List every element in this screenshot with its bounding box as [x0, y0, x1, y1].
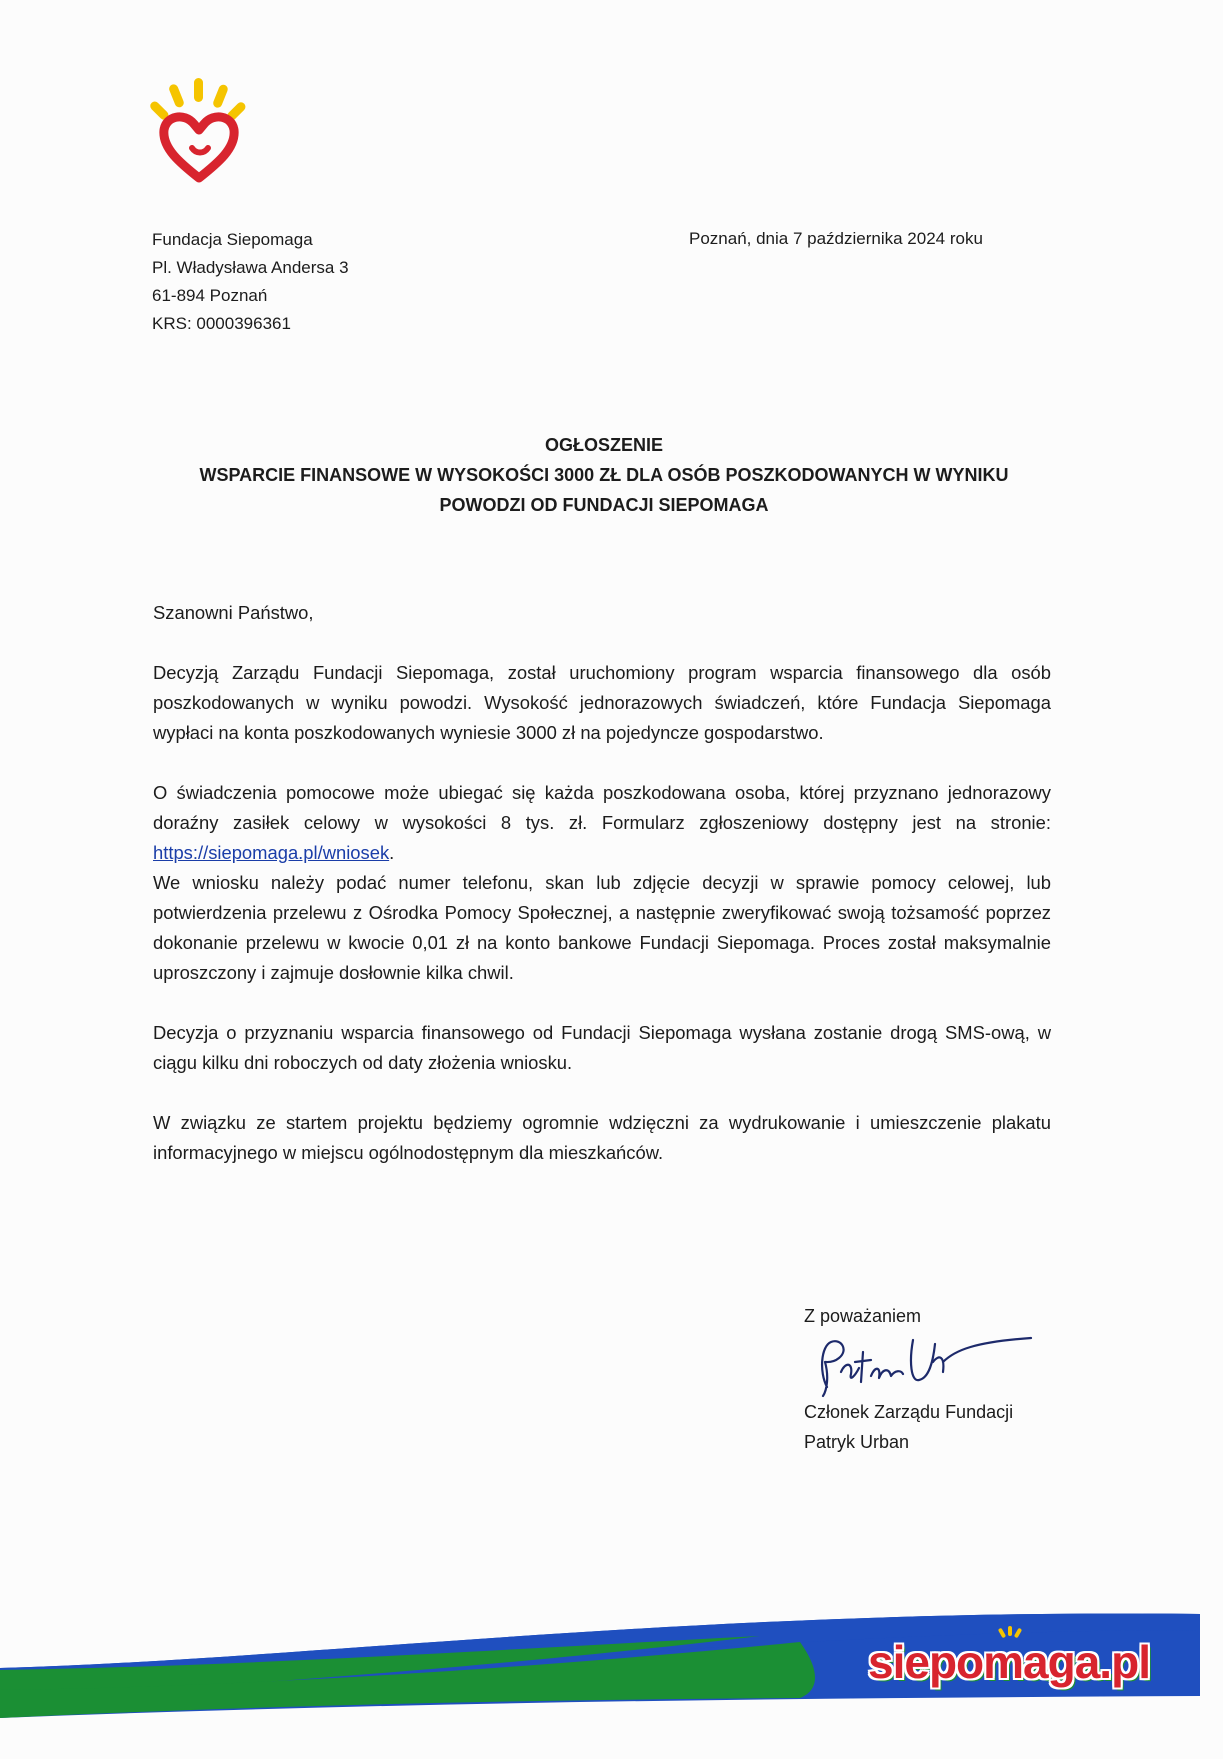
signer-block [804, 1397, 1013, 1457]
paragraph-decision: Decyzja o przyznaniu wsparcia finansowego od Fundacji Siepomaga wysłana zostanie drogą SMS-ową, w ciągu kilku dni roboczych od daty złożenia wniosku. [153, 1022, 1051, 1073]
closing: Z poważaniem [804, 1306, 922, 1326]
heading-subtitle-line2: POWODZI OD FUNDACJI SIEPOMAGA [439, 495, 769, 515]
sender-address [152, 226, 349, 338]
signer-role: Członek Zarządu Fundacji [804, 1402, 1014, 1422]
application-link[interactable]: https://siepomaga.pl/wniosek [153, 842, 390, 863]
letter-body [153, 598, 1051, 1168]
footer-logo-text: siepomaga.pl [868, 1636, 1150, 1688]
signer-name: Patryk Urban [804, 1432, 910, 1452]
sender-city: 61-894 Poznań [152, 286, 268, 305]
sender-name: Fundacja Siepomaga [152, 230, 313, 249]
heart-hand-logo-icon [150, 78, 250, 188]
sender-krs: KRS: 0000396361 [152, 314, 291, 333]
announcement-heading [160, 430, 1048, 520]
paragraph-poster: W związku ze startem projektu będziemy ogromnie wdzięczni za wydrukowanie i umieszczenie plakatu informacyjnego w miejscu ogólnodostępnym dla mieszkańców. [153, 1112, 1051, 1163]
signature-icon [805, 1332, 1035, 1402]
paragraph-eligibility-end: . [389, 842, 395, 863]
paragraph-program: Decyzją Zarządu Fundacji Siepomaga, został uruchomiony program wsparcia finansowego dla osób poszkodowanych w wyniku powodzi. Wysokość jednorazowych świadczeń, które Fundacja Siepomaga wypłaci na konta poszkodowanych wyniesie 3000 zł na pojedyncze gospodarstwo. [153, 662, 1051, 743]
letter-date: Poznań, dnia 7 października 2024 roku [689, 229, 983, 248]
paragraph-eligibility-text: O świadczenia pomocowe może ubiegać się każda poszkodowana osoba, której przyznano jednorazowy doraźny zasiłek celowy w wysokości 8 tys. zł. Formularz zgłoszeniowy dostępny jest na stronie: [153, 782, 1051, 833]
sender-street: Pl. Władysława Andersa 3 [152, 258, 349, 277]
heading-title: OGŁOSZENIE [544, 435, 663, 455]
greeting: Szanowni Państwo, [153, 602, 314, 623]
heading-subtitle-line1: WSPARCIE FINANSOWE W WYSOKOŚCI 3000 ZŁ DLA OSÓB POSZKODOWANYCH W WYNIKU [199, 465, 1009, 485]
paragraph-eligibility [153, 778, 1051, 868]
paragraph-requirements: We wniosku należy podać numer telefonu, skan lub zdjęcie decyzji w sprawie pomocy celowej, lub potwierdzenia przelewu z Ośrodka Pomocy Społecznej, a następnie zweryfikować swoją tożsamość poprzez dokonanie przelewu w kwocie 0,01 zł na konto bankowe Fundacji Siepomaga. Proces został maksymalnie uproszczony i zajmuje dosłownie kilka chwil. [153, 872, 1051, 983]
